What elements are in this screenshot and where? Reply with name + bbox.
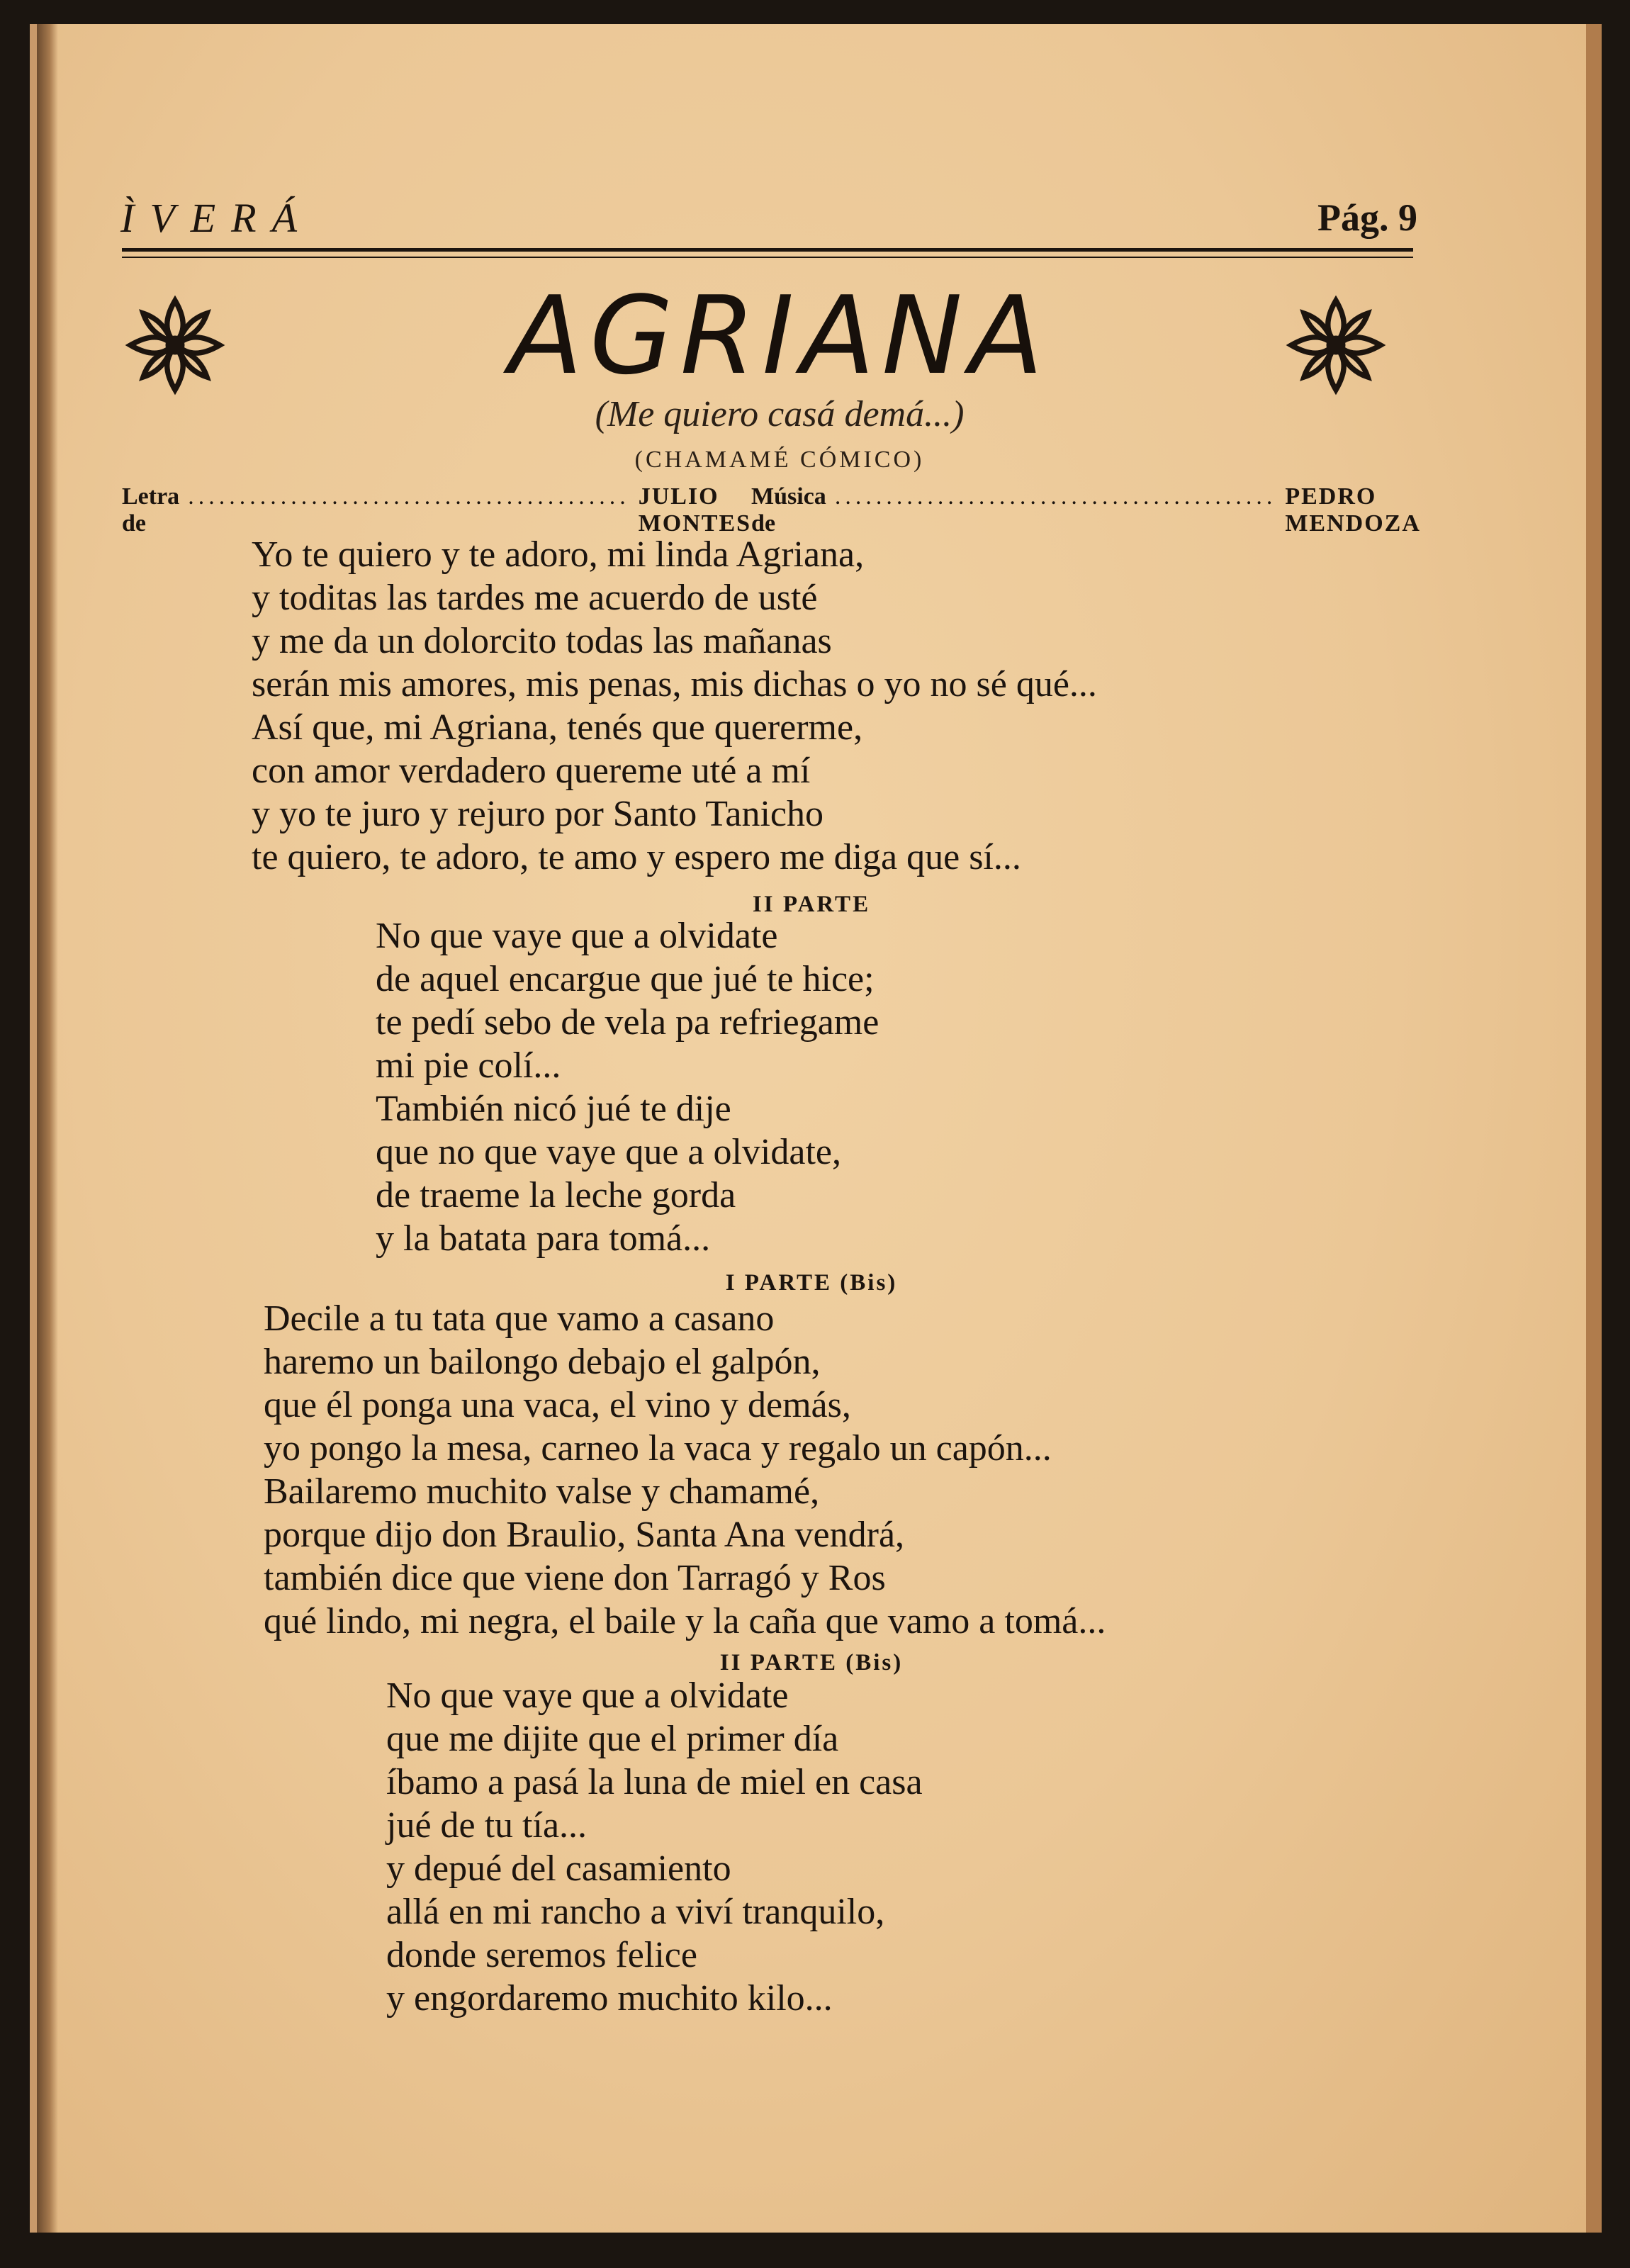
- leader-dots: ...........................................: [834, 483, 1277, 510]
- lyric-line: jué de tu tía...: [386, 1805, 588, 1846]
- lyric-line: y la batata para tomá...: [376, 1218, 711, 1259]
- song-title: AGRIANA: [509, 273, 1050, 398]
- lyric-line: te pedí sebo de vela pa refriegame: [376, 1002, 879, 1043]
- running-title: ÌVERÁ: [120, 195, 313, 241]
- header-rule-thick: [122, 248, 1413, 252]
- page-header: [120, 170, 1417, 248]
- song-credits: [122, 483, 1421, 537]
- section-label: II PARTE (Bis): [719, 1650, 904, 1675]
- stanza-part1: [252, 533, 1097, 879]
- stanza-part2-bis: [386, 1674, 923, 2020]
- lyric-line: y yo te juro y rejuro por Santo Tanicho: [252, 794, 824, 834]
- page-spine-shadow: [37, 24, 58, 2233]
- lyric-line: íbamo a pasá la luna de miel en casa: [386, 1762, 923, 1802]
- lyric-line: porque dijo don Braulio, Santa Ana vendrá,: [264, 1515, 905, 1555]
- lyric-line: yo pongo la mesa, carneo la vaca y regalo un capón...: [264, 1428, 1052, 1469]
- lyric-line: que me dijite que el primer día: [386, 1719, 839, 1759]
- lyric-line: Así que, mi Agriana, tenés que quererme,: [252, 707, 863, 748]
- lyric-line: No que vaye que a olvidate: [386, 1675, 789, 1716]
- composer-name: PEDRO MENDOZA: [1285, 483, 1421, 537]
- lyric-line: donde seremos felice: [386, 1935, 697, 1975]
- lyric-line: y engordaremo muchito kilo...: [386, 1978, 833, 2019]
- header-rule-thin: [122, 257, 1413, 258]
- lyric-line: y toditas las tardes me acuerdo de usté: [252, 578, 818, 618]
- lyric-line: de aquel encargue que jué te hice;: [376, 959, 875, 999]
- lyric-line: que él ponga una vaca, el vino y demás,: [264, 1385, 851, 1425]
- lyric-line: de traeme la leche gorda: [376, 1175, 736, 1216]
- lyric-line: Decile a tu tata que vamo a casano: [264, 1298, 775, 1339]
- lyric-line: y me da un dolorcito todas las mañanas: [252, 621, 832, 661]
- lyric-line: mi pie colí...: [376, 1045, 561, 1086]
- lyric-line: que no que vaye que a olvidate,: [376, 1132, 841, 1172]
- lyrics-label: Letra de: [122, 483, 180, 537]
- lyric-line: También nicó jué te dije: [376, 1089, 731, 1129]
- lyric-line: haremo un bailongo debajo el galpón,: [264, 1342, 821, 1382]
- lyric-line: te quiero, te adoro, te amo y espero me diga que sí...: [252, 837, 1021, 877]
- lyric-line: Bailaremo muchito valse y chamamé,: [264, 1471, 820, 1512]
- music-label: Música de: [751, 483, 826, 537]
- page-number: Pág. 9: [1317, 196, 1417, 239]
- lyric-line: qué lindo, mi negra, el baile y la caña que vamo a tomá...: [264, 1601, 1106, 1641]
- lyric-line: y depué del casamiento: [386, 1848, 731, 1889]
- stanza-part1-bis: [264, 1297, 1106, 1643]
- song-genre: (CHAMAMÉ CÓMICO): [634, 447, 925, 473]
- section-label: I PARTE (Bis): [725, 1270, 898, 1296]
- lyric-line: también dice que viene don Tarragó y Ros: [264, 1558, 886, 1598]
- song-subtitle: (Me quiero casá demá...): [595, 394, 965, 434]
- lyric-line: allá en mi rancho a viví tranquilo,: [386, 1892, 885, 1932]
- lyric-line: No que vaye que a olvidate: [376, 916, 778, 956]
- lyric-line: Yo te quiero y te adoro, mi linda Agriana,: [252, 534, 865, 575]
- lyric-line: serán mis amores, mis penas, mis dichas o yo no sé qué...: [252, 664, 1097, 704]
- lyric-line: con amor verdadero quereme uté a mí: [252, 751, 811, 791]
- lyricist-name: JULIO MONTES: [638, 483, 752, 537]
- section-label: II PARTE: [752, 892, 871, 917]
- stanza-part2: [376, 914, 879, 1260]
- leader-dots: ...........................................: [188, 483, 630, 510]
